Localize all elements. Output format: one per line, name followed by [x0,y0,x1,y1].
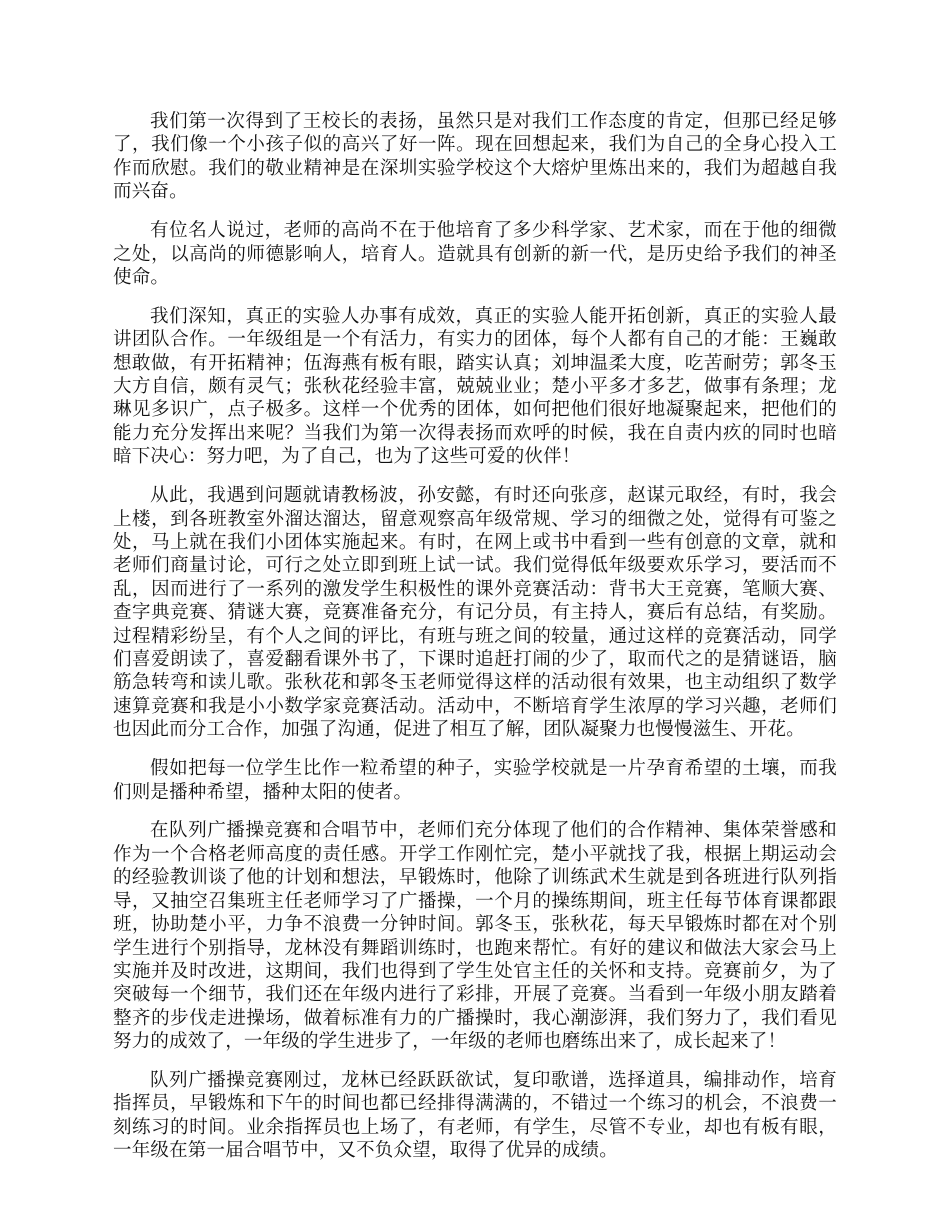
paragraph-5: 假如把每一位学生比作一粒希望的种子，实验学校就是一片孕育希望的土壤，而我们则是播种希望，播种太阳的使者。 [113,758,837,803]
paragraph-4: 从此，我遇到问题就请教杨波，孙安懿，有时还向张彦，赵谋元取经，有时，我会上楼，到各班教室外溜达溜达，留意观察高年级常规、学习的细微之处，觉得有可鉴之处，马上就在我们小团体实施起来。有时，在网上或书中看到一些有创意的文章，就和老师们商量讨论，可行之处立即到班上试一试。我们觉得低年级要欢乐学习，要活而不乱，因而进行了一系列的激发学生积极性的课外竞赛活动：背书大王竞赛，笔顺大赛、查字典竞赛、猜谜大赛，竞赛准备充分，有记分员，有主持人，赛后有总结，有奖励。过程精彩纷呈，有个人之间的评比，有班与班之间的较量，通过这样的竞赛活动，同学们喜爱朗读了，喜爱翻看课外书了，下课时追赶打闹的少了，取而代之的是猜谜语，脑筋急转弯和读儿歌。张秋花和郭冬玉老师觉得这样的活动很有效果，也主动组织了数学速算竞赛和我是小小数学家竞赛活动。活动中，不断培育学生浓厚的学习兴趣，老师们也因此而分工合作，加强了沟通，促进了相互了解，团队凝聚力也慢慢滋生、开花。 [113,485,837,741]
paragraph-6: 在队列广播操竞赛和合唱节中，老师们充分体现了他们的合作精神、集体荣誉感和作为一个合格老师高度的责任感。开学工作刚忙完，楚小平就找了我，根据上期运动会的经验教训谈了他的计划和想法，早锻炼时，他除了训练武术生就是到各班进行队列指导，又抽空召集班主任老师学习了广播操，一个月的操练期间，班主任每节体育课都跟班，协助楚小平，力争不浪费一分钟时间。郭冬玉，张秋花，每天早锻炼时都在对个别学生进行个别指导，龙林没有舞蹈训练时，也跑来帮忙。有好的建议和做法大家会马上实施并及时改进，这期间，我们也得到了学生处官主任的关怀和支持。竞赛前夕，为了突破每一个细节，我们还在年级内进行了彩排，开展了竞赛。当看到一年级小朋友踏着整齐的步伐走进操场，做着标准有力的广播操时，我心潮澎湃，我们努力了，我们看见努力的成效了，一年级的学生进步了，一年级的老师也磨练出来了，成长起来了！ [113,820,837,1053]
paragraph-3: 我们深知，真正的实验人办事有成效，真正的实验人能开拓创新，真正的实验人最讲团队合作。一年级组是一个有活力，有实力的团体，每个人都有自己的才能：王巍敢想敢做，有开拓精神；伍海燕有板有眼，踏实认真；刘坤温柔大度，吃苦耐劳；郭冬玉大方自信，颇有灵气；张秋花经验丰富，兢兢业业；楚小平多才多艺，做事有条理；龙琳见多识广，点子极多。这样一个优秀的团体，如何把他们很好地凝聚起来，把他们的能力充分发挥出来呢？当我们为第一次得表扬而欢呼的时候，我在自责内疚的同时也暗暗下决心：努力吧，为了自己，也为了这些可爱的伙伴！ [113,305,837,468]
paragraph-7: 队列广播操竞赛刚过，龙林已经跃跃欲试，复印歌谱，选择道具，编排动作，培育指挥员，早锻炼和下午的时间也都已经排得满满的，不错过一个练习的机会，不浪费一刻练习的时间。业余指挥员也上场了，有老师，有学生，尽管不专业，却也有板有眼，一年级在第一届合唱节中，又不负众望，取得了优异的成绩。 [113,1070,837,1162]
paragraph-2: 有位名人说过，老师的高尚不在于他培育了多少科学家、艺术家，而在于他的细微之处，以高尚的师德影响人，培育人。造就具有创新的新一代，是历史给予我们的神圣使命。 [113,220,837,288]
document-body [113,110,837,1178]
paragraph-1: 我们第一次得到了王校长的表扬，虽然只是对我们工作态度的肯定，但那已经足够了，我们像一个小孩子似的高兴了好一阵。现在回想起来，我们为自己的全身心投入工作而欣慰。我们的敬业精神是在深圳实验学校这个大熔炉里炼出来的，我们为超越自我而兴奋。 [113,111,837,203]
